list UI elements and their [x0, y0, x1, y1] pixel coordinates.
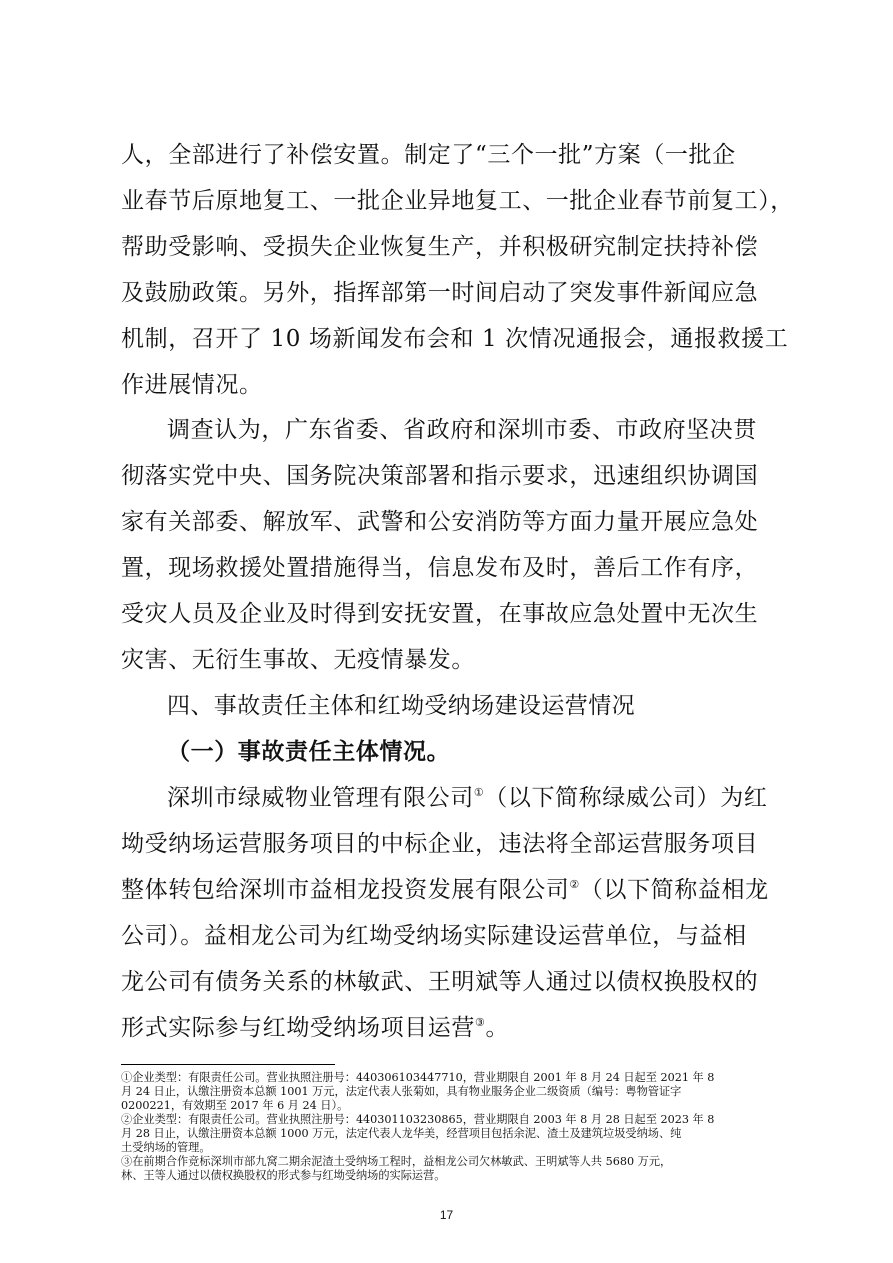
footnote-line: 月 24 日止，认缴注册资本总额 1001 万元，法定代表人张菊如，具有物业服务企业二级资质（编号：粤物管证字 [121, 1085, 682, 1098]
body-text-line: 形式实际参与红坳受纳场项目运营③。 [121, 1015, 510, 1041]
body-text-line: 调查认为，广东省委、省政府和深圳市委、市政府坚决贯 [167, 417, 757, 443]
body-text-line: 公司）。益相龙公司为红坳受纳场实际建设运营单位，与益相 [121, 923, 747, 949]
footnote-ref-3[interactable]: ③ [475, 1016, 486, 1029]
body-text-line: 彻落实党中央、国务院决策部署和指示要求，迅速组织协调国 [121, 463, 759, 489]
body-text-line: 灾害、无衍生事故、无疫情暴发。 [121, 647, 475, 673]
footnote-line: 林、王等人通过以债权换股权的形式参与红坳受纳场的实际运营。 [121, 1169, 446, 1182]
footnote-divider [121, 1064, 335, 1065]
body-text-line: 人，全部进行了补偿安置。制定了“三个一批”方案（一批企 [121, 142, 736, 168]
body-text-line: 龙公司有债务关系的林敏武、王明斌等人通过以债权换股权的 [121, 969, 759, 995]
body-text-line: 坳受纳场运营服务项目的中标企业，违法将全部运营服务项目 [121, 831, 759, 857]
footnote-ref-2[interactable]: ② [569, 878, 580, 891]
body-text-line: 置，现场救援处置措施得当，信息发布及时，善后工作有序， [121, 555, 759, 581]
footnote-ref-1[interactable]: ① [473, 786, 485, 799]
body-text-line: 整体转包给深圳市益相龙投资发展有限公司②（以下简称益相龙 [121, 877, 769, 903]
footnote-line: ②企业类型：有限责任公司。营业执照注册号：440301103230865，营业期限自 2003 年 8 月 28 日起至 2023 年 8 [121, 1113, 715, 1126]
footnote-line: ①企业类型：有限责任公司。营业执照注册号：440306103447710，营业期限自 2001 年 8 月 24 日起至 2021 年 8 [121, 1071, 715, 1084]
footnote-line: ③在前期合作竞标深圳市部九窝二期余泥渣土受纳场工程时，益相龙公司欠林敏武、王明斌等人共 5680 万元， [121, 1155, 672, 1168]
subsection-heading: （一）事故责任主体情况。 [167, 738, 451, 765]
body-text-line: 机制，召开了 10 场新闻发布会和 1 次情况通报会，通报救援工 [121, 326, 789, 352]
body-text-line: 作进展情况。 [121, 372, 263, 398]
body-text-line: 及鼓励政策。另外，指挥部第一时间启动了突发事件新闻应急 [121, 280, 759, 306]
body-text-line: 受灾人员及企业及时得到安抚安置，在事故应急处置中无次生 [121, 601, 759, 627]
body-text-line: 家有关部委、解放军、武警和公安消防等方面力量开展应急处 [121, 509, 759, 535]
footnote-line: 月 28 日止，认缴注册资本总额 1000 万元，法定代表人龙华美，经营项目包括余泥、渣土及建筑垃圾受纳场、纯 [121, 1127, 682, 1140]
footnote-line: 0200221，有效期至 2017 年 6 月 24 日）。 [121, 1099, 349, 1112]
page-number: 17 [439, 1208, 454, 1222]
body-text-line: 帮助受影响、受损失企业恢复生产，并积极研究制定扶持补偿 [121, 234, 759, 260]
footnote-line: 土受纳场的管理。 [121, 1141, 211, 1154]
section-heading: 四、事故责任主体和红坳受纳场建设运营情况 [167, 693, 635, 719]
body-text-line: 深圳市绿威物业管理有限公司①（以下简称绿威公司）为红 [167, 785, 768, 811]
body-text-line: 业春节后原地复工、一批企业异地复工、一批企业春节前复工）， [121, 188, 794, 214]
